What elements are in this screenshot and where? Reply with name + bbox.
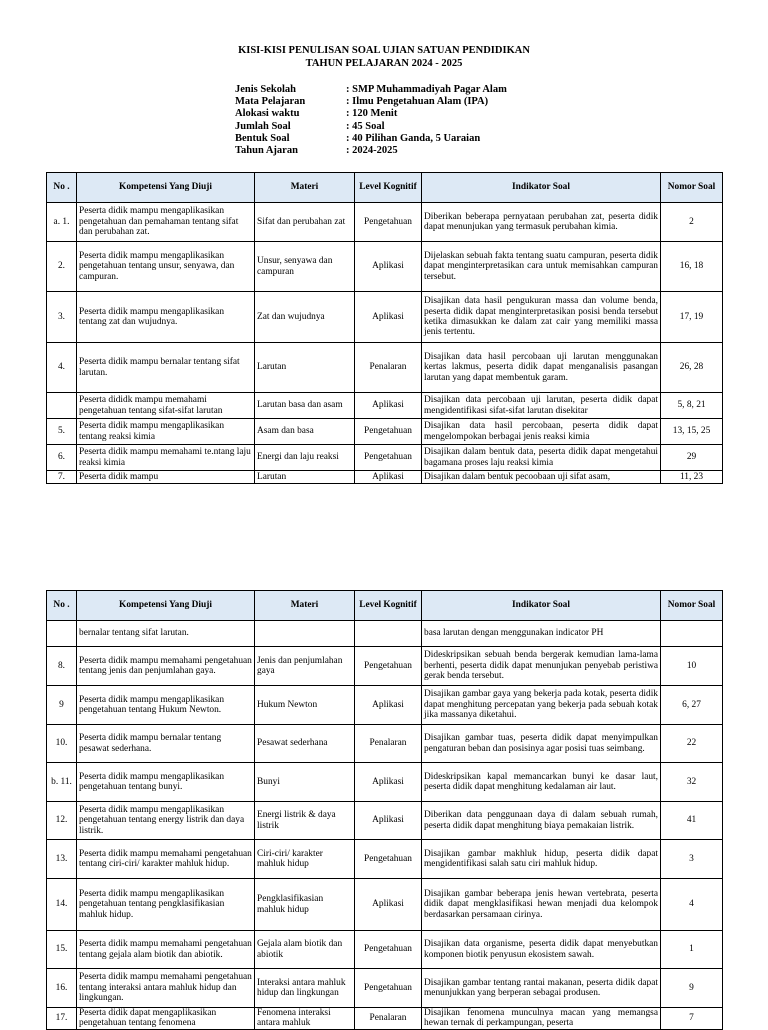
cell-no: 10. xyxy=(47,725,77,763)
cell-no: 6. xyxy=(47,445,77,471)
cell-kompetensi: Peserta didik dapat mengaplikasikan pengetahuan tentang fenomena xyxy=(77,1008,255,1030)
cell-kompetensi: Peserta didik mampu memahami pengetahuan tentang jenis dan penjumlahan gaya. xyxy=(77,647,255,686)
cell-level: Aplikasi xyxy=(355,471,422,484)
table-row xyxy=(47,879,723,931)
cell-materi: Unsur, senyawa dan campuran xyxy=(255,242,355,292)
cell-indikator: Disajikan data hasil percobaan, peserta didik dapat mengelompokan berbagai jenis reaksi kimia xyxy=(422,419,661,445)
cell-no: 15. xyxy=(47,931,77,969)
cell-nomor: 7 xyxy=(661,1008,723,1030)
cell-indikator: Dideskripsikan kapal memancarkan bunyi ke dasar laut, peserta didik dapat menghitung kedalaman air laut. xyxy=(422,763,661,802)
table-row xyxy=(47,419,723,445)
cell-level: Aplikasi xyxy=(355,393,422,419)
cell-no: 7. xyxy=(47,471,77,484)
cell-materi: Hukum Newton xyxy=(255,686,355,725)
cell-level: Penalaran xyxy=(355,725,422,763)
cell-materi: Pengklasifikasian mahluk hidup xyxy=(255,879,355,931)
cell-kompetensi: Peserta didik mampu xyxy=(77,471,255,484)
cell-kompetensi: Peserta didik mampu mengaplikasikan pengetahuan tentang unsur, senyawa, dan campuran. xyxy=(77,242,255,292)
table-row xyxy=(47,393,723,419)
cell-indikator: Dideskripsikan sebuah benda bergerak kemudian lama-lama berhenti, peserta didik dapat menunjukan penyebab peristiwa gerak benda tersebut. xyxy=(422,647,661,686)
cell-no: 13. xyxy=(47,840,77,879)
info-value: : SMP Muhammadiyah Pagar Alam xyxy=(346,84,507,95)
table-row xyxy=(47,763,723,802)
table-row xyxy=(47,621,723,647)
header-level: Level Kognitif xyxy=(355,591,422,621)
info-value: : 120 Menit xyxy=(346,108,398,120)
cell-level: Pengetahuan xyxy=(355,203,422,242)
table-header-row xyxy=(47,591,723,621)
cell-level: Aplikasi xyxy=(355,242,422,292)
cell-indikator: Disajikan data organisme, peserta didik dapat menyebutkan komponen biotik penyusun ekosistem sawah. xyxy=(422,931,661,969)
cell-nomor: 11, 23 xyxy=(661,471,723,484)
cell-indikator: Disajikan data hasil pengukuran massa dan volume benda, peserta didik dapat menginterpretasikan posisi benda tersebut ketika dimasukkan ke dalam zat cair yang memiliki massa jenis tertentu. xyxy=(422,292,661,343)
header-indikator: Indikator Soal xyxy=(422,173,661,203)
cell-nomor: 32 xyxy=(661,763,723,802)
cell-level: Penalaran xyxy=(355,1008,422,1030)
cell-nomor: 3 xyxy=(661,840,723,879)
info-label: Mata Pelajaran xyxy=(235,96,306,108)
cell-nomor xyxy=(661,621,723,647)
info-label: Bentuk Soal xyxy=(235,132,290,144)
cell-nomor: 6, 27 xyxy=(661,686,723,725)
info-value: : 2024-2025 xyxy=(346,145,398,157)
table-row xyxy=(47,931,723,969)
info-row xyxy=(235,84,507,96)
header-materi: Materi xyxy=(255,173,355,203)
table-row xyxy=(47,445,723,471)
cell-materi: Pesawat sederhana xyxy=(255,725,355,763)
header-kompetensi: Kompetensi Yang Diuji xyxy=(77,591,255,621)
cell-level: Pengetahuan xyxy=(355,419,422,445)
cell-materi: Asam dan basa xyxy=(255,419,355,445)
cell-kompetensi: Peserta didik mampu memahami pengetahuan tentang gejala alam biotik dan abiotik. xyxy=(77,931,255,969)
cell-materi xyxy=(255,621,355,647)
cell-indikator: Disajikan fenomena munculnya macan yang memangsa hewan ternak di perkampungan, peserta xyxy=(422,1008,661,1030)
cell-indikator: Diberikan data penggunaan daya di dalam sebuah rumah, peserta didik dapat menghitung biaya pemakaian listrik. xyxy=(422,802,661,840)
cell-kompetensi: Peserta didik mampu mengaplikasikan pengetahuan tentang energy listrik dan daya listrik. xyxy=(77,802,255,840)
cell-nomor: 13, 15, 25 xyxy=(661,419,723,445)
cell-materi: Gejala alam biotik dan abiotik xyxy=(255,931,355,969)
header-nomor: Nomor Soal xyxy=(661,173,723,203)
cell-nomor: 26, 28 xyxy=(661,343,723,393)
header-materi: Materi xyxy=(255,591,355,621)
cell-no: 2. xyxy=(47,242,77,292)
table-row xyxy=(47,242,723,292)
table-header-row xyxy=(47,173,723,203)
cell-no: 16. xyxy=(47,969,77,1008)
cell-nomor: 41 xyxy=(661,802,723,840)
cell-indikator: Disajikan dalam bentuk data, peserta didik dapat mengetahui bagamana proses laju reaksi kimia xyxy=(422,445,661,471)
cell-no xyxy=(47,621,77,647)
cell-kompetensi: Peserta didik mampu memahami pengetahuan tentang ciri-ciri/ karakter mahluk hidup. xyxy=(77,840,255,879)
cell-materi: Jenis dan penjumlahan gaya xyxy=(255,647,355,686)
cell-materi: Ciri-ciri/ karakter mahluk hidup xyxy=(255,840,355,879)
cell-level: Aplikasi xyxy=(355,802,422,840)
cell-kompetensi: Peserta didik mampu bernalar tentang sifat larutan. xyxy=(77,343,255,393)
school-info xyxy=(235,84,507,157)
cell-level: Penalaran xyxy=(355,343,422,393)
cell-level: Pengetahuan xyxy=(355,931,422,969)
header-kompetensi: Kompetensi Yang Diuji xyxy=(77,173,255,203)
cell-indikator: Disajikan gambar beberapa jenis hewan vertebrata, peserta didik dapat mengklasifikasi hewan menjadi dua kelompok berdasarkan persamaan cirinya. xyxy=(422,879,661,931)
cell-materi: Interaksi antara mahluk hidup dan lingkungan xyxy=(255,969,355,1008)
cell-kompetensi: Peserta didik mampu mengaplikasikan pengetahuan tentang pengklasifikasian mahluk hidup. xyxy=(77,879,255,931)
info-value: : Ilmu Pengetahuan Alam (IPA) xyxy=(346,96,489,108)
cell-kompetensi: Peserta didik mampu memahami pengetahuan tentang interaksi antara mahluk hidup dan lingkungan. xyxy=(77,969,255,1008)
cell-no: 17. xyxy=(47,1008,77,1030)
cell-no xyxy=(47,393,77,419)
cell-nomor: 1 xyxy=(661,931,723,969)
table-row xyxy=(47,203,723,242)
cell-level: Pengetahuan xyxy=(355,445,422,471)
cell-no: 14. xyxy=(47,879,77,931)
cell-level xyxy=(355,621,422,647)
cell-kompetensi: Peserta didik mampu bernalar tentang pesawat sederhana. xyxy=(77,725,255,763)
cell-level: Pengetahuan xyxy=(355,969,422,1008)
table-row xyxy=(47,647,723,686)
cell-no: 12. xyxy=(47,802,77,840)
info-label: Jenis Sekolah xyxy=(235,84,296,95)
header-indikator: Indikator Soal xyxy=(422,591,661,621)
cell-kompetensi: Peserta dididk mampu memahami pengetahuan tentang sifat-sifat larutan xyxy=(77,393,255,419)
info-row xyxy=(235,121,507,133)
cell-materi: Bunyi xyxy=(255,763,355,802)
cell-nomor: 5, 8, 21 xyxy=(661,393,723,419)
cell-indikator: basa larutan dengan menggunakan indicator PH xyxy=(422,621,661,647)
cell-kompetensi: Peserta didik mampu mengaplikasikan pengetahuan dan pemahaman tentang sifat dan perubahan zat. xyxy=(77,203,255,242)
cell-no: b. 11. xyxy=(47,763,77,802)
info-row xyxy=(235,145,507,157)
cell-indikator: Disajikan dalam bentuk pecoobaan uji sifat asam, xyxy=(422,471,661,484)
cell-indikator: Diberikan beberapa pernyataan perubahan zat, peserta didik dapat menunjukan yang termasuk perubahan kimia. xyxy=(422,203,661,242)
info-row xyxy=(235,133,507,145)
cell-kompetensi: Peserta didik mampu memahami te.ntang laju reaksi kimia xyxy=(77,445,255,471)
cell-indikator: Dijelaskan sebuah fakta tentang suatu campuran, peserta didik dapat menginterpretasikan cara untuk memisahkan campuran tersebut. xyxy=(422,242,661,292)
info-row xyxy=(235,108,507,120)
cell-level: Pengetahuan xyxy=(355,840,422,879)
cell-nomor: 10 xyxy=(661,647,723,686)
cell-no: 4. xyxy=(47,343,77,393)
cell-kompetensi: Peserta didik mampu mengaplikasikan tentang reaksi kimia xyxy=(77,419,255,445)
info-label: Tahun Ajaran xyxy=(235,145,298,157)
info-row xyxy=(235,96,507,108)
cell-materi: Larutan xyxy=(255,343,355,393)
cell-materi: Larutan xyxy=(255,471,355,484)
cell-no: 9 xyxy=(47,686,77,725)
cell-nomor: 4 xyxy=(661,879,723,931)
cell-materi: Energi dan laju reaksi xyxy=(255,445,355,471)
cell-no: a. 1. xyxy=(47,203,77,242)
kisi-kisi-table-1 xyxy=(46,172,723,484)
info-label: Jumlah Soal xyxy=(235,120,291,132)
table-row xyxy=(47,343,723,393)
cell-indikator: Disajikan gambar gaya yang bekerja pada kotak, peserta didik dapat menghitung percepatan yang bekerja pada sebuah kotak jika massanya diketahui. xyxy=(422,686,661,725)
table-row xyxy=(47,292,723,343)
header-level: Level Kognitif xyxy=(355,173,422,203)
table-row xyxy=(47,840,723,879)
header-no: No . xyxy=(47,591,77,621)
cell-level: Pengetahuan xyxy=(355,647,422,686)
cell-indikator: Disajikan gambar makhluk hidup, peserta didik dapat mengidentifikasi salah satu ciri mahluk hidup. xyxy=(422,840,661,879)
info-value: : 45 Soal xyxy=(346,120,385,132)
cell-level: Aplikasi xyxy=(355,879,422,931)
cell-no: 8. xyxy=(47,647,77,686)
table-row xyxy=(47,471,723,484)
cell-nomor: 17, 19 xyxy=(661,292,723,343)
cell-materi: Sifat dan perubahan zat xyxy=(255,203,355,242)
cell-indikator: Disajikan gambar tentang rantai makanan, peserta didik dapat menunjukkan yang berperan sebagai produsen. xyxy=(422,969,661,1008)
table-row xyxy=(47,686,723,725)
document-subtitle: TAHUN PELAJARAN 2024 - 2025 xyxy=(305,58,463,69)
cell-no: 3. xyxy=(47,292,77,343)
cell-indikator: Disajikan data percobaan uji larutan, peserta didik dapat mengidentifikasi sifat-sifat larutan disekitar xyxy=(422,393,661,419)
info-value: : 40 Pilihan Ganda, 5 Uaraian xyxy=(346,132,481,144)
cell-kompetensi: Peserta didik mampu mengaplikasikan pengetahuan tentang Hukum Newton. xyxy=(77,686,255,725)
cell-level: Aplikasi xyxy=(355,686,422,725)
header-nomor: Nomor Soal xyxy=(661,591,723,621)
document-title: KISI-KISI PENULISAN SOAL UJIAN SATUAN PENDIDIKAN xyxy=(238,45,530,56)
cell-no: 5. xyxy=(47,419,77,445)
cell-nomor: 29 xyxy=(661,445,723,471)
cell-nomor: 9 xyxy=(661,969,723,1008)
kisi-kisi-table-2 xyxy=(46,590,723,1030)
cell-nomor: 16, 18 xyxy=(661,242,723,292)
cell-materi: Fenomena interaksi antara mahluk xyxy=(255,1008,355,1030)
table-row xyxy=(47,1008,723,1030)
cell-materi: Zat dan wujudnya xyxy=(255,292,355,343)
cell-indikator: Disajikan data hasil percobaan uji larutan menggunakan kertas lakmus, peserta didik dapat menganalisis pasangan larutan yang dapat membentuk garam. xyxy=(422,343,661,393)
info-label: Alokasi waktu xyxy=(235,108,300,120)
cell-materi: Energi listrik & daya listrik xyxy=(255,802,355,840)
header-no: No . xyxy=(47,173,77,203)
cell-nomor: 2 xyxy=(661,203,723,242)
cell-level: Aplikasi xyxy=(355,763,422,802)
cell-materi: Larutan basa dan asam xyxy=(255,393,355,419)
cell-kompetensi: bernalar tentang sifat larutan. xyxy=(77,621,255,647)
cell-kompetensi: Peserta didik mampu mengaplikasikan pengetahuan tentang bunyi. xyxy=(77,763,255,802)
table-row xyxy=(47,969,723,1008)
table-row xyxy=(47,725,723,763)
cell-indikator: Disajikan gambar tuas, peserta didik dapat menyimpulkan pengaturan beban dan posisinya agar posisi tuas seimbang. xyxy=(422,725,661,763)
cell-kompetensi: Peserta didik mampu mengaplikasikan tentang zat dan wujudnya. xyxy=(77,292,255,343)
table-row xyxy=(47,802,723,840)
cell-level: Aplikasi xyxy=(355,292,422,343)
cell-nomor: 22 xyxy=(661,725,723,763)
